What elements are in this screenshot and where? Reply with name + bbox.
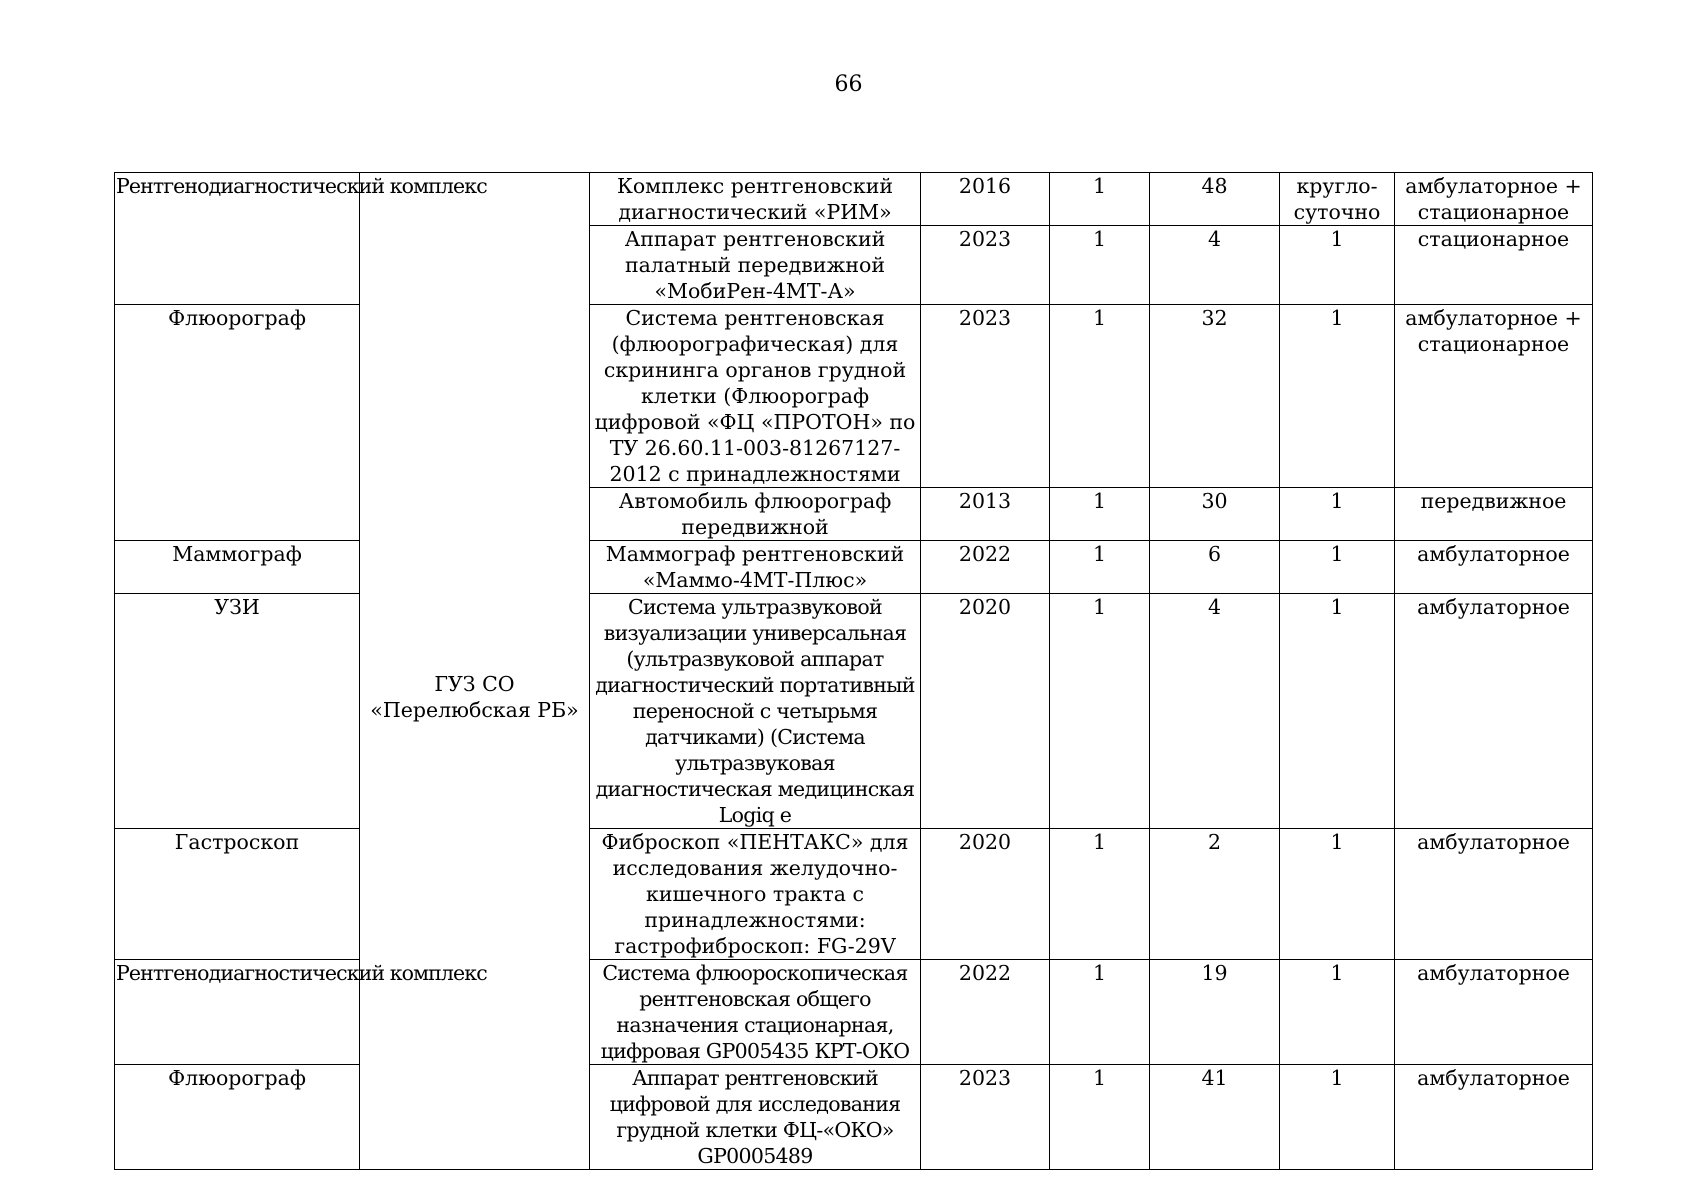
count-cell: 1 bbox=[1050, 960, 1150, 1065]
mode-cell: амбулаторное bbox=[1395, 1065, 1593, 1170]
year-cell: 2016 bbox=[921, 173, 1050, 226]
shifts-cell: 1 bbox=[1280, 960, 1395, 1065]
shifts-cell: 1 bbox=[1280, 541, 1395, 594]
load-cell: 2 bbox=[1150, 829, 1280, 960]
count-cell: 1 bbox=[1050, 541, 1150, 594]
load-cell: 19 bbox=[1150, 960, 1280, 1065]
count-cell: 1 bbox=[1050, 829, 1150, 960]
count-cell: 1 bbox=[1050, 305, 1150, 488]
mode-cell: амбулаторное bbox=[1395, 960, 1593, 1065]
mode-cell: стационарное bbox=[1395, 226, 1593, 305]
year-cell: 2022 bbox=[921, 960, 1050, 1065]
count-cell: 1 bbox=[1050, 488, 1150, 541]
load-cell: 32 bbox=[1150, 305, 1280, 488]
equipment-type-cell: Флюорограф bbox=[115, 305, 360, 541]
table-row bbox=[115, 305, 1593, 488]
shifts-cell: 1 bbox=[1280, 829, 1395, 960]
organization-cell bbox=[360, 173, 590, 1170]
equipment-name-cell: Автомобиль флюорограф передвижной bbox=[590, 488, 921, 541]
equipment-name-cell: Комплекс рентгеновский диагностический «РИМ» bbox=[590, 173, 921, 226]
year-cell: 2013 bbox=[921, 488, 1050, 541]
year-cell: 2020 bbox=[921, 594, 1050, 829]
shifts-cell: 1 bbox=[1280, 594, 1395, 829]
shifts-cell: кругло-суточно bbox=[1280, 173, 1395, 226]
equipment-type-cell: Маммограф bbox=[115, 541, 360, 594]
mode-cell: амбулаторное bbox=[1395, 829, 1593, 960]
equipment-name-cell: Фиброскоп «ПЕНТАКС» для исследования желудочно-кишечного тракта с принадлежностями: гастрофиброскоп: FG-29V bbox=[590, 829, 921, 960]
table-row bbox=[115, 1065, 1593, 1170]
year-cell: 2023 bbox=[921, 305, 1050, 488]
load-cell: 4 bbox=[1150, 594, 1280, 829]
table-row bbox=[115, 541, 1593, 594]
equipment-name-cell: Система рентгеновская (флюорографическая) для скрининга органов грудной клетки (Флюорограф цифровой «ФЦ «ПРОТОН» по ТУ 26.60.11-003-81267127-2012 с принадлежностями bbox=[590, 305, 921, 488]
equipment-type-cell: УЗИ bbox=[115, 594, 360, 829]
mode-cell: передвижное bbox=[1395, 488, 1593, 541]
count-cell: 1 bbox=[1050, 226, 1150, 305]
table-row bbox=[115, 173, 1593, 226]
equipment-name-cell: Система ультразвуковой визуализации универсальная (ультразвуковой аппарат диагностический портативный переносной с четырьмя датчиками) (Система ультразвуковая диагностическая медицинская Logiq e bbox=[590, 594, 921, 829]
mode-cell: амбулаторное + стационарное bbox=[1395, 173, 1593, 226]
equipment-name-cell: Аппарат рентгеновский палатный передвижной «МобиРен-4МТ-А» bbox=[590, 226, 921, 305]
year-cell: 2022 bbox=[921, 541, 1050, 594]
equipment-table bbox=[114, 172, 1593, 1170]
count-cell: 1 bbox=[1050, 1065, 1150, 1170]
shifts-cell: 1 bbox=[1280, 305, 1395, 488]
mode-cell: амбулаторное bbox=[1395, 541, 1593, 594]
equipment-type-cell: Гастроскоп bbox=[115, 829, 360, 960]
equipment-name-cell: Маммограф рентгеновский «Маммо-4МТ-Плюс» bbox=[590, 541, 921, 594]
shifts-cell: 1 bbox=[1280, 488, 1395, 541]
equipment-type-cell: Флюорограф bbox=[115, 1065, 360, 1170]
table-row bbox=[115, 960, 1593, 1065]
load-cell: 30 bbox=[1150, 488, 1280, 541]
equipment-type-cell: Рентгенодиагностический комплекс bbox=[115, 173, 360, 305]
shifts-cell: 1 bbox=[1280, 1065, 1395, 1170]
load-cell: 4 bbox=[1150, 226, 1280, 305]
page-number: 66 bbox=[834, 72, 863, 97]
year-cell: 2023 bbox=[921, 1065, 1050, 1170]
load-cell: 48 bbox=[1150, 173, 1280, 226]
load-cell: 6 bbox=[1150, 541, 1280, 594]
count-cell: 1 bbox=[1050, 594, 1150, 829]
year-cell: 2023 bbox=[921, 226, 1050, 305]
equipment-name-cell: Аппарат рентгеновский цифровой для исследования грудной клетки ФЦ-«ОКО» GP0005489 bbox=[590, 1065, 921, 1170]
table-row bbox=[115, 594, 1593, 829]
organization-name: ГУЗ СО «Перелюбская РБ» bbox=[370, 672, 579, 722]
equipment-name-cell: Система флюороскопическая рентгеновская общего назначения стационарная, цифровая GP005435 КРТ-ОКО bbox=[590, 960, 921, 1065]
year-cell: 2020 bbox=[921, 829, 1050, 960]
mode-cell: амбулаторное bbox=[1395, 594, 1593, 829]
equipment-type-cell: Рентгенодиагностический комплекс bbox=[115, 960, 360, 1065]
mode-cell: амбулаторное + стационарное bbox=[1395, 305, 1593, 488]
table-row bbox=[115, 829, 1593, 960]
shifts-cell: 1 bbox=[1280, 226, 1395, 305]
count-cell: 1 bbox=[1050, 173, 1150, 226]
load-cell: 41 bbox=[1150, 1065, 1280, 1170]
